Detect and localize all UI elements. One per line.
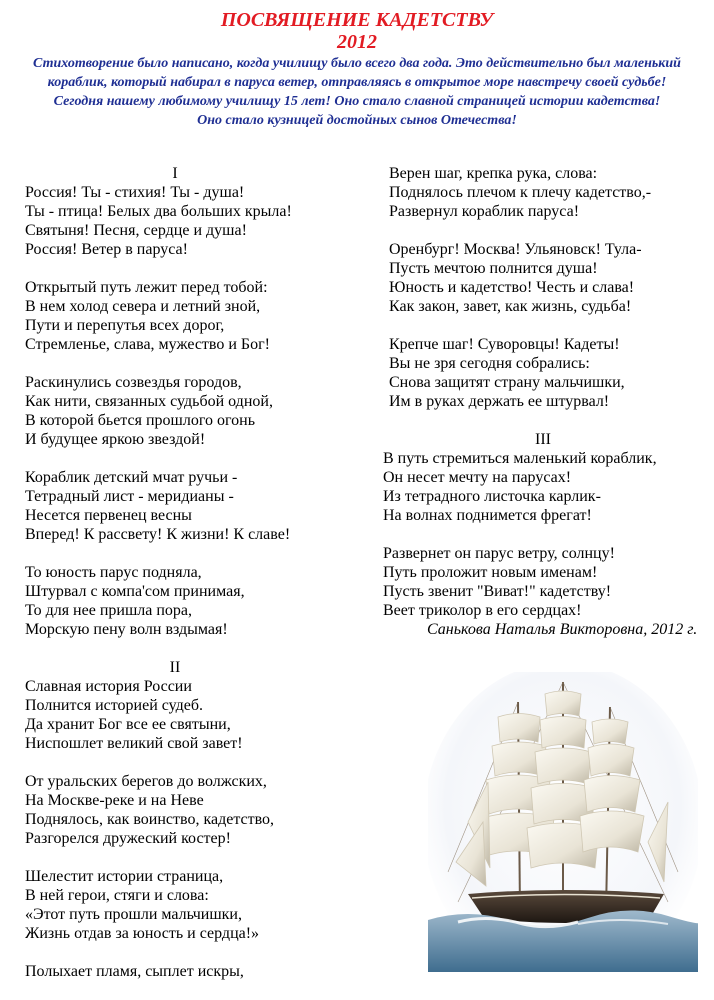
poem-line: Кораблик детский мчат ручьи - bbox=[25, 469, 238, 486]
poem-line: Славная история России bbox=[25, 678, 192, 695]
intro-line: Сегодня нашему любимому училищу 15 лет! Оно стало славной страницей истории кадетства! bbox=[53, 94, 661, 109]
author-signature: Санькова Наталья Викторовна, 2012 г. bbox=[427, 621, 698, 638]
part-heading: I bbox=[172, 165, 178, 182]
poem-line: Им в руках держать ее штурвал! bbox=[389, 393, 610, 410]
poem-line: Несется первенец весны bbox=[25, 507, 192, 524]
poem-line: Россия! Ты - стихия! Ты - душа! bbox=[25, 184, 245, 201]
poem-line: Верен шаг, крепка рука, слова: bbox=[389, 165, 598, 182]
intro-line: Оно стало кузницей достойных сынов Отечества! bbox=[197, 113, 517, 128]
poem-line: Да хранит Бог все ее святыни, bbox=[25, 716, 231, 733]
poem-line: Снова защитят страну мальчишки, bbox=[389, 374, 625, 391]
poem-line: От уральских берегов до волжских, bbox=[25, 773, 267, 790]
poem-line: Как закон, завет, как жизнь, судьба! bbox=[389, 298, 632, 315]
poem-line: Жизнь отдав за юность и сердца!» bbox=[25, 925, 260, 942]
poem-line: Как нити, связанных судьбой одной, bbox=[25, 393, 273, 410]
poem-line: Штурвал с компа'сом принимая, bbox=[25, 583, 245, 600]
poem-line: Россия! Ветер в паруса! bbox=[25, 241, 188, 258]
page-title: ПОСВЯЩЕНИЕ КАДЕТСТВУ bbox=[220, 9, 494, 31]
poem-line: То для нее пришла пора, bbox=[25, 602, 193, 619]
page-year: 2012 bbox=[337, 31, 377, 53]
poem-line: Раскинулись созвездья городов, bbox=[25, 374, 242, 391]
poem-line: Пути и перепутья всех дорог, bbox=[25, 317, 225, 334]
part-heading: III bbox=[535, 431, 551, 448]
intro-line: Стихотворение было написано, когда училищу было всего два года. Это действительно был маленький bbox=[33, 56, 681, 71]
poem-line: На волнах поднимется фрегат! bbox=[383, 507, 592, 524]
poem-line: То юность парус подняла, bbox=[25, 564, 202, 581]
poem-line: Ниспошлет великий свой завет! bbox=[25, 735, 243, 752]
poem-line: Он несет мечту на парусах! bbox=[383, 469, 572, 486]
poem-line: Разгорелся дружеский костер! bbox=[25, 830, 231, 847]
poem-line: Развернет он парус ветру, солнцу! bbox=[383, 545, 615, 562]
poem-line: Морскую пену волн вздымая! bbox=[25, 621, 228, 638]
poem-line: Полнится историей судеб. bbox=[25, 697, 204, 714]
poem-line: Крепче шаг! Суворовцы! Кадеты! bbox=[389, 336, 620, 353]
poem-line: В которой бьется прошлого огонь bbox=[25, 412, 256, 429]
poem-line: Развернул кораблик паруса! bbox=[389, 203, 580, 220]
part-heading: II bbox=[169, 659, 181, 676]
poem-line: Открытый путь лежит перед тобой: bbox=[25, 279, 268, 296]
poem-line: Вперед! К рассвету! К жизни! К славе! bbox=[25, 526, 291, 543]
poem-left-column bbox=[25, 164, 345, 981]
poem-line: Тетрадный лист - меридианы - bbox=[25, 488, 234, 505]
poem-line: Пусть мечтою полнится душа! bbox=[389, 260, 598, 277]
poem-line: Оренбург! Москва! Ульяновск! Тула- bbox=[389, 241, 642, 258]
poem-line: Путь проложит новым именам! bbox=[383, 564, 598, 581]
poem-line: Пусть звенит "Виват!" кадетству! bbox=[383, 583, 612, 600]
poem-line: Стремленье, слава, мужество и Бог! bbox=[25, 336, 270, 353]
poem-line: В ней герои, стяги и слова: bbox=[25, 887, 209, 904]
poem-line: Юность и кадетство! Честь и слава! bbox=[389, 279, 635, 296]
sailing-ship-illustration bbox=[428, 672, 698, 972]
poem-right-column bbox=[383, 164, 713, 639]
poem-line: Веет триколор в его сердцах! bbox=[383, 602, 582, 619]
poem-line: Вы не зря сегодня собрались: bbox=[389, 355, 590, 372]
poem-line: Поднялось плечом к плечу кадетство,- bbox=[389, 184, 652, 201]
poem-line: Поднялось, как воинство, кадетство, bbox=[25, 811, 275, 828]
poem-line: На Москве-реке и на Неве bbox=[25, 792, 204, 809]
poem-line: Ты - птица! Белых два больших крыла! bbox=[25, 203, 292, 220]
poem-line: «Этот путь прошли мальчишки, bbox=[25, 906, 242, 923]
poem-line: В путь стремиться маленький кораблик, bbox=[383, 450, 657, 467]
poem-line: Полыхает пламя, сыплет искры, bbox=[25, 963, 244, 980]
intro-line: кораблик, который набирал в паруса ветер, отправляясь в открытое море навстречу своей судьбе! bbox=[47, 75, 667, 90]
poem-line: И будущее яркою звездой! bbox=[25, 431, 206, 448]
poem-line: Святыня! Песня, сердце и душа! bbox=[25, 222, 247, 239]
poem-line: Из тетрадного листочка карлик- bbox=[383, 488, 601, 505]
poem-line: Шелестит истории страница, bbox=[25, 868, 224, 885]
poem-line: В нем холод севера и летний зной, bbox=[25, 298, 261, 315]
